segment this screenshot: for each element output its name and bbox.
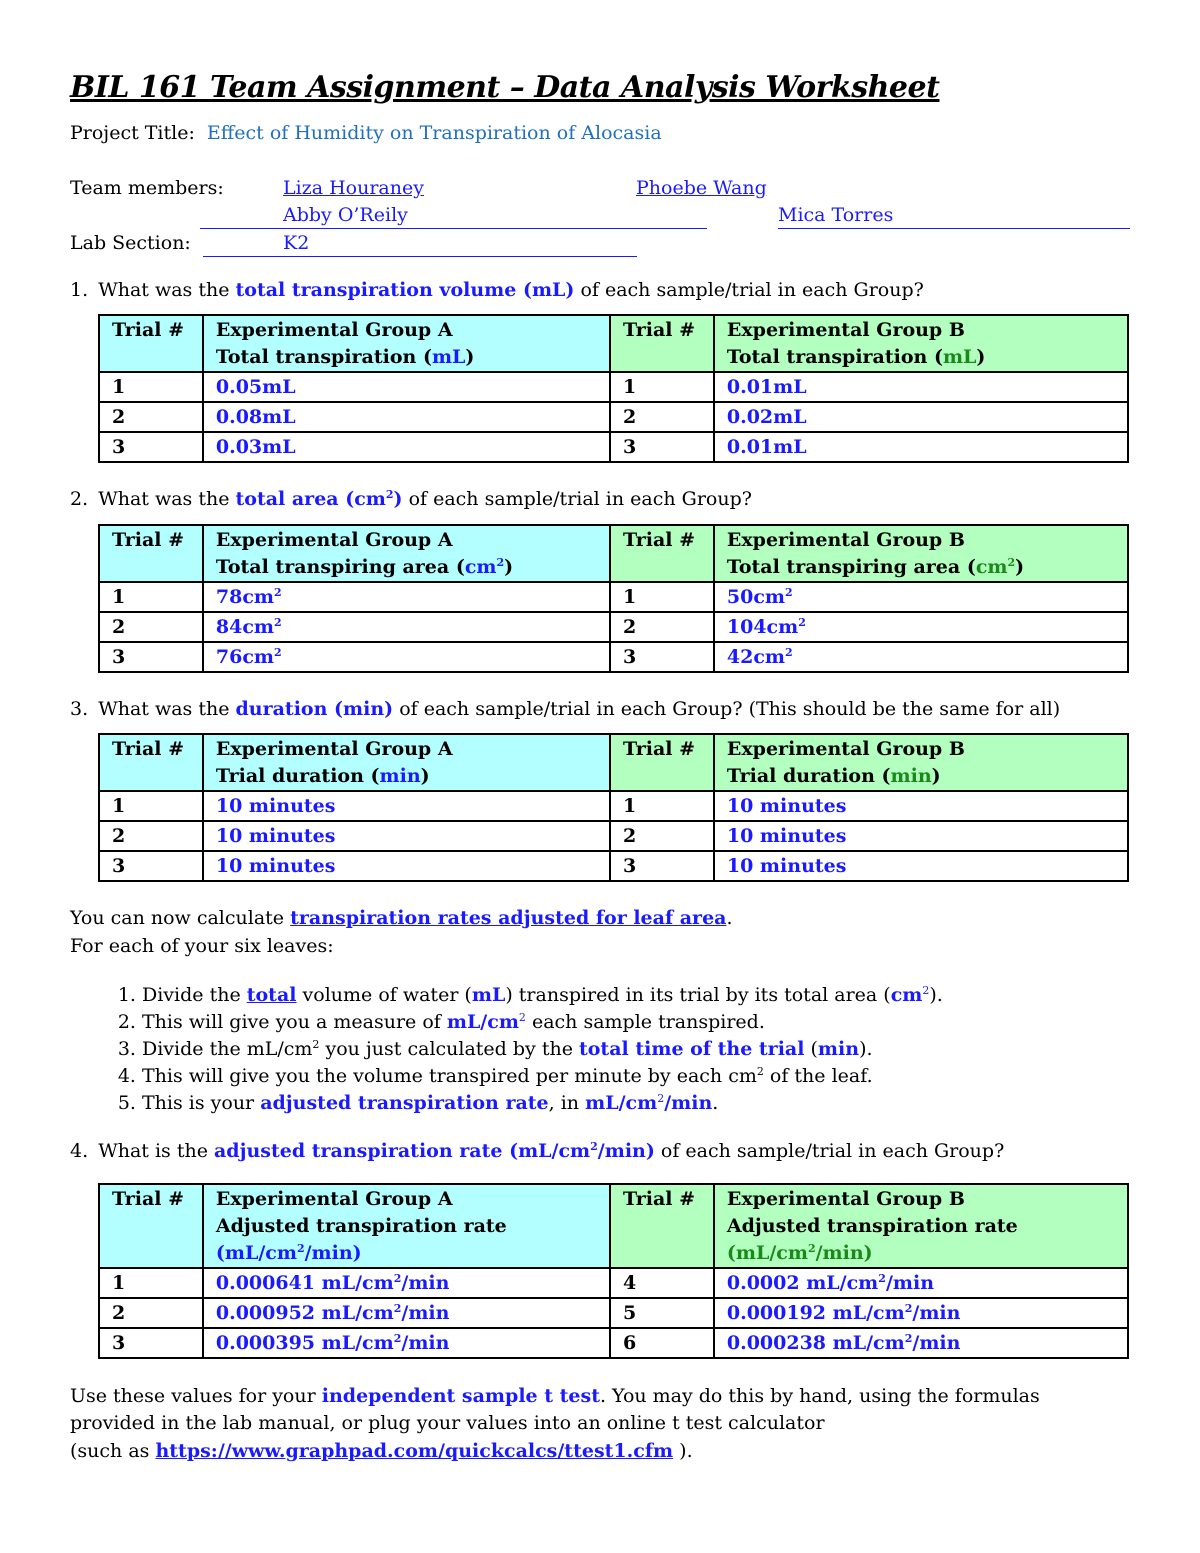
superscript: 2 [496, 556, 505, 569]
header-sub-label: Adjusted transpiration rate [726, 1215, 1018, 1237]
header-unit: (mL/cm [215, 1242, 297, 1264]
value-suffix: /min [885, 1272, 935, 1294]
question-highlight: ) [393, 488, 403, 510]
superscript: 2 [1007, 556, 1016, 569]
team-members-label: Team members: [70, 177, 224, 199]
value-a: 0.03mL [203, 432, 610, 462]
trial-number-a: 1 [99, 1268, 203, 1298]
value-text: 78cm [215, 586, 274, 608]
table-adjusted-rate [98, 1183, 1129, 1359]
superscript: 2 [590, 1140, 598, 1153]
table-total-area [98, 524, 1129, 673]
value-text: 0.0002 mL/cm [726, 1272, 879, 1294]
trial-number-b: 1 [610, 791, 714, 821]
project-title-value: Effect of Humidity on Transpiration of Alocasia [206, 122, 662, 144]
trial-number-b: 3 [610, 851, 714, 881]
header-paren: ) [504, 556, 514, 578]
calc-intro-period: . [726, 907, 733, 929]
footer-text: . You may do this by hand, using the formulas [599, 1385, 1040, 1407]
trial-number-a: 3 [99, 851, 203, 881]
footer-line-3 [70, 1440, 693, 1462]
header-group-label: Experimental Group A [215, 1188, 453, 1210]
value-text: 76cm [215, 646, 274, 668]
header-sub-label: Trial duration ( [215, 765, 380, 787]
step-text: ( [810, 1038, 818, 1060]
trial-number-b: 2 [610, 402, 714, 432]
footer-line-1 [70, 1385, 1040, 1407]
header-sub-label: Total transpiration ( [726, 346, 943, 368]
step-highlight: adjusted transpiration rate [260, 1092, 549, 1114]
trial-number-b: 1 [610, 582, 714, 612]
table-header-row [99, 315, 1128, 372]
adjusted-rates-link[interactable]: transpiration rates adjusted for leaf area [290, 907, 727, 929]
value-a [203, 642, 610, 672]
trial-number-b: 2 [610, 821, 714, 851]
question-4 [70, 1140, 1004, 1162]
trial-number-a: 1 [99, 791, 203, 821]
header-trial-a: Trial # [99, 315, 203, 372]
trial-number-a: 2 [99, 402, 203, 432]
header-group-b [714, 315, 1128, 372]
header-group-label: Experimental Group A [215, 319, 453, 341]
header-sub-label: Trial duration ( [726, 765, 891, 787]
step-highlight: cm [890, 984, 923, 1006]
team-member-2: Phoebe Wang [636, 177, 767, 199]
trial-number-b: 5 [610, 1298, 714, 1328]
header-unit: mL [942, 346, 977, 368]
table-row [99, 1298, 1128, 1328]
value-a [203, 612, 610, 642]
superscript: 2 [518, 1011, 526, 1024]
question-highlight: /min) [597, 1140, 655, 1162]
value-a [203, 1328, 610, 1358]
team-member-4: Mica Torres [778, 204, 894, 226]
value-b [714, 642, 1128, 672]
step-item [142, 1090, 943, 1117]
calc-intro-line-2: For each of your six leaves: [70, 935, 334, 957]
step-highlight: mL/cm [446, 1011, 519, 1033]
value-a: 0.08mL [203, 402, 610, 432]
superscript: 2 [878, 1272, 886, 1285]
page-title: BIL 161 Team Assignment – Data Analysis Worksheet [70, 70, 940, 105]
table-total-transpiration [98, 314, 1129, 463]
value-text: 0.000238 mL/cm [726, 1332, 905, 1354]
superscript: 2 [785, 646, 793, 659]
trial-number-b: 1 [610, 372, 714, 402]
table-header-row [99, 525, 1128, 582]
value-suffix: /min [912, 1302, 961, 1324]
header-group-b [714, 1184, 1128, 1268]
superscript: 2 [785, 586, 793, 599]
value-text: 0.000395 mL/cm [215, 1332, 394, 1354]
value-a: 10 minutes [203, 821, 610, 851]
step-item [142, 1036, 943, 1063]
superscript: 2 [274, 646, 282, 659]
table-header-row [99, 734, 1128, 791]
table-row [99, 791, 1128, 821]
step-text: . [712, 1092, 719, 1114]
question-number: 2. [70, 488, 89, 510]
project-title-line [70, 122, 662, 144]
superscript: 2 [393, 1332, 402, 1345]
value-b: 0.01mL [714, 372, 1128, 402]
question-text: of each sample/trial in each Group? [580, 279, 924, 301]
table-row [99, 432, 1128, 462]
question-1 [70, 279, 924, 301]
step-text: This is your [142, 1092, 255, 1114]
header-unit: cm [464, 556, 497, 578]
value-text: 0.000641 mL/cm [215, 1272, 394, 1294]
trial-number-a: 3 [99, 1328, 203, 1358]
question-text: What was the [98, 698, 230, 720]
table-row [99, 1328, 1128, 1358]
superscript: 2 [904, 1332, 913, 1345]
calculation-steps [104, 982, 943, 1117]
table-row [99, 821, 1128, 851]
step-text: This will give you a measure of [142, 1011, 441, 1033]
header-paren: ) [420, 765, 430, 787]
step-item [142, 1009, 943, 1036]
value-text: 84cm [215, 616, 274, 638]
value-text: 0.000952 mL/cm [215, 1302, 394, 1324]
trial-number-a: 3 [99, 642, 203, 672]
value-suffix: /min [401, 1302, 450, 1324]
superscript: 2 [657, 1092, 665, 1105]
question-highlight: total area (cm [235, 488, 386, 510]
header-unit: min [890, 765, 932, 787]
step-item [142, 1063, 943, 1090]
question-highlight: adjusted transpiration rate (mL/cm [214, 1140, 591, 1162]
value-text: 0.000192 mL/cm [726, 1302, 905, 1324]
superscript: 2 [798, 616, 806, 629]
step-highlight: total [246, 984, 297, 1006]
superscript: 2 [922, 984, 930, 997]
table-header-row [99, 1184, 1128, 1268]
header-group-label: Experimental Group A [215, 529, 453, 551]
trial-number-a: 2 [99, 612, 203, 642]
header-group-label: Experimental Group A [215, 738, 453, 760]
header-group-a [203, 525, 610, 582]
header-unit: (mL/cm [726, 1242, 808, 1264]
header-group-label: Experimental Group B [726, 738, 965, 760]
value-text: 104cm [726, 616, 799, 638]
header-group-a [203, 734, 610, 791]
header-sub-label: Adjusted transpiration rate [215, 1215, 507, 1237]
footer-line-2: provided in the lab manual, or plug your values into an online t test calculator [70, 1412, 825, 1434]
value-b [714, 1328, 1128, 1358]
table-row [99, 612, 1128, 642]
value-b: 10 minutes [714, 791, 1128, 821]
project-title-label: Project Title: [70, 122, 195, 144]
calc-intro-line [70, 907, 733, 929]
step-highlight: mL/cm [585, 1092, 658, 1114]
header-group-b [714, 525, 1128, 582]
step-text: ). [859, 1038, 873, 1060]
question-2 [70, 488, 752, 510]
footer-text: ). [679, 1440, 693, 1462]
header-unit: /min) [815, 1242, 873, 1264]
value-suffix: /min [401, 1332, 450, 1354]
header-paren: ) [976, 346, 986, 368]
value-suffix: /min [401, 1272, 450, 1294]
trial-number-b: 3 [610, 642, 714, 672]
superscript: 2 [393, 1272, 402, 1285]
header-unit: /min) [304, 1242, 362, 1264]
value-b [714, 1298, 1128, 1328]
calc-intro-text: You can now calculate [70, 907, 285, 929]
step-text: you just calculated by the [325, 1038, 573, 1060]
trial-number-b: 2 [610, 612, 714, 642]
superscript: 2 [274, 586, 282, 599]
superscript: 2 [756, 1065, 764, 1078]
step-text: ). [929, 984, 943, 1006]
header-sub-label: Total transpiring area ( [215, 556, 465, 578]
trial-number-a: 1 [99, 582, 203, 612]
step-highlight: /min [664, 1092, 713, 1114]
question-highlight: duration (min) [235, 698, 394, 720]
header-group-b [714, 734, 1128, 791]
header-trial-a: Trial # [99, 1184, 203, 1268]
superscript: 2 [296, 1242, 305, 1255]
value-text: 50cm [726, 586, 785, 608]
footer-highlight: independent sample t test [321, 1385, 600, 1407]
team-member-4-underline [778, 228, 1130, 229]
header-paren: ) [931, 765, 941, 787]
question-text: of each sample/trial in each Group? [660, 1140, 1005, 1162]
trial-number-b: 6 [610, 1328, 714, 1358]
question-3 [70, 698, 1060, 720]
superscript: 2 [807, 1242, 816, 1255]
header-group-label: Experimental Group B [726, 529, 965, 551]
question-number: 1. [70, 279, 89, 301]
lab-section-value: K2 [283, 232, 310, 254]
superscript: 2 [904, 1302, 913, 1315]
trial-number-a: 1 [99, 372, 203, 402]
header-trial-b: Trial # [610, 525, 714, 582]
value-a: 10 minutes [203, 851, 610, 881]
question-text: What was the [98, 488, 230, 510]
value-b: 0.01mL [714, 432, 1128, 462]
value-a: 10 minutes [203, 791, 610, 821]
header-group-label: Experimental Group B [726, 1188, 965, 1210]
header-paren: ) [465, 346, 475, 368]
trial-number-a: 2 [99, 1298, 203, 1328]
header-unit: mL [431, 346, 466, 368]
step-text: ) transpired in its trial by its total area ( [505, 984, 891, 1006]
header-trial-b: Trial # [610, 1184, 714, 1268]
step-text: each sample transpired. [531, 1011, 765, 1033]
trial-number-a: 2 [99, 821, 203, 851]
step-text: This will give you the volume transpired per minute by each cm [142, 1065, 757, 1087]
trial-number-a: 3 [99, 432, 203, 462]
value-b: 0.02mL [714, 402, 1128, 432]
team-member-3-underline [200, 228, 707, 229]
value-a [203, 1268, 610, 1298]
value-a: 0.05mL [203, 372, 610, 402]
header-unit: cm [975, 556, 1008, 578]
value-b: 10 minutes [714, 821, 1128, 851]
superscript: 2 [312, 1038, 320, 1051]
header-trial-a: Trial # [99, 525, 203, 582]
table-row [99, 642, 1128, 672]
question-number: 3. [70, 698, 89, 720]
value-a [203, 1298, 610, 1328]
lab-section-underline [203, 256, 637, 257]
trial-number-b: 3 [610, 432, 714, 462]
question-text: of each sample/trial in each Group? (This should be the same for all) [399, 698, 1061, 720]
graphpad-link[interactable]: https://www.graphpad.com/quickcalcs/ttest1.cfm [155, 1440, 674, 1462]
value-b [714, 1268, 1128, 1298]
table-row [99, 372, 1128, 402]
question-text: of each sample/trial in each Group? [408, 488, 752, 510]
lab-section-label: Lab Section: [70, 232, 191, 254]
header-group-a [203, 1184, 610, 1268]
step-highlight: total time of the trial [578, 1038, 805, 1060]
step-text: volume of water ( [302, 984, 472, 1006]
header-sub-label: Total transpiring area ( [726, 556, 976, 578]
superscript: 2 [385, 488, 394, 501]
table-row [99, 1268, 1128, 1298]
value-b [714, 612, 1128, 642]
superscript: 2 [393, 1302, 402, 1315]
table-row [99, 851, 1128, 881]
header-unit: min [379, 765, 421, 787]
value-suffix: /min [912, 1332, 961, 1354]
question-highlight: total transpiration volume (mL) [235, 279, 575, 301]
value-b [714, 582, 1128, 612]
value-b: 10 minutes [714, 851, 1128, 881]
header-group-a [203, 315, 610, 372]
superscript: 2 [274, 616, 282, 629]
header-paren: ) [1015, 556, 1025, 578]
step-text: Divide the [142, 984, 241, 1006]
step-text: of the leaf. [769, 1065, 873, 1087]
question-text: What is the [98, 1140, 208, 1162]
header-trial-b: Trial # [610, 315, 714, 372]
question-text: What was the [98, 279, 230, 301]
step-highlight: min [817, 1038, 860, 1060]
table-row [99, 402, 1128, 432]
value-a [203, 582, 610, 612]
question-number: 4. [70, 1140, 89, 1162]
header-trial-a: Trial # [99, 734, 203, 791]
team-member-3: Abby O’Reily [283, 204, 408, 226]
table-row [99, 582, 1128, 612]
footer-text: Use these values for your [70, 1385, 316, 1407]
team-member-1: Liza Houraney [283, 177, 424, 199]
value-text: 42cm [726, 646, 785, 668]
step-text: , in [548, 1092, 580, 1114]
header-sub-label: Total transpiration ( [215, 346, 432, 368]
step-text: Divide the mL/cm [142, 1038, 313, 1060]
step-highlight: mL [471, 984, 506, 1006]
step-item [142, 982, 943, 1009]
header-trial-b: Trial # [610, 734, 714, 791]
header-group-label: Experimental Group B [726, 319, 965, 341]
footer-text: (such as [70, 1440, 150, 1462]
trial-number-b: 4 [610, 1268, 714, 1298]
table-duration [98, 733, 1129, 882]
